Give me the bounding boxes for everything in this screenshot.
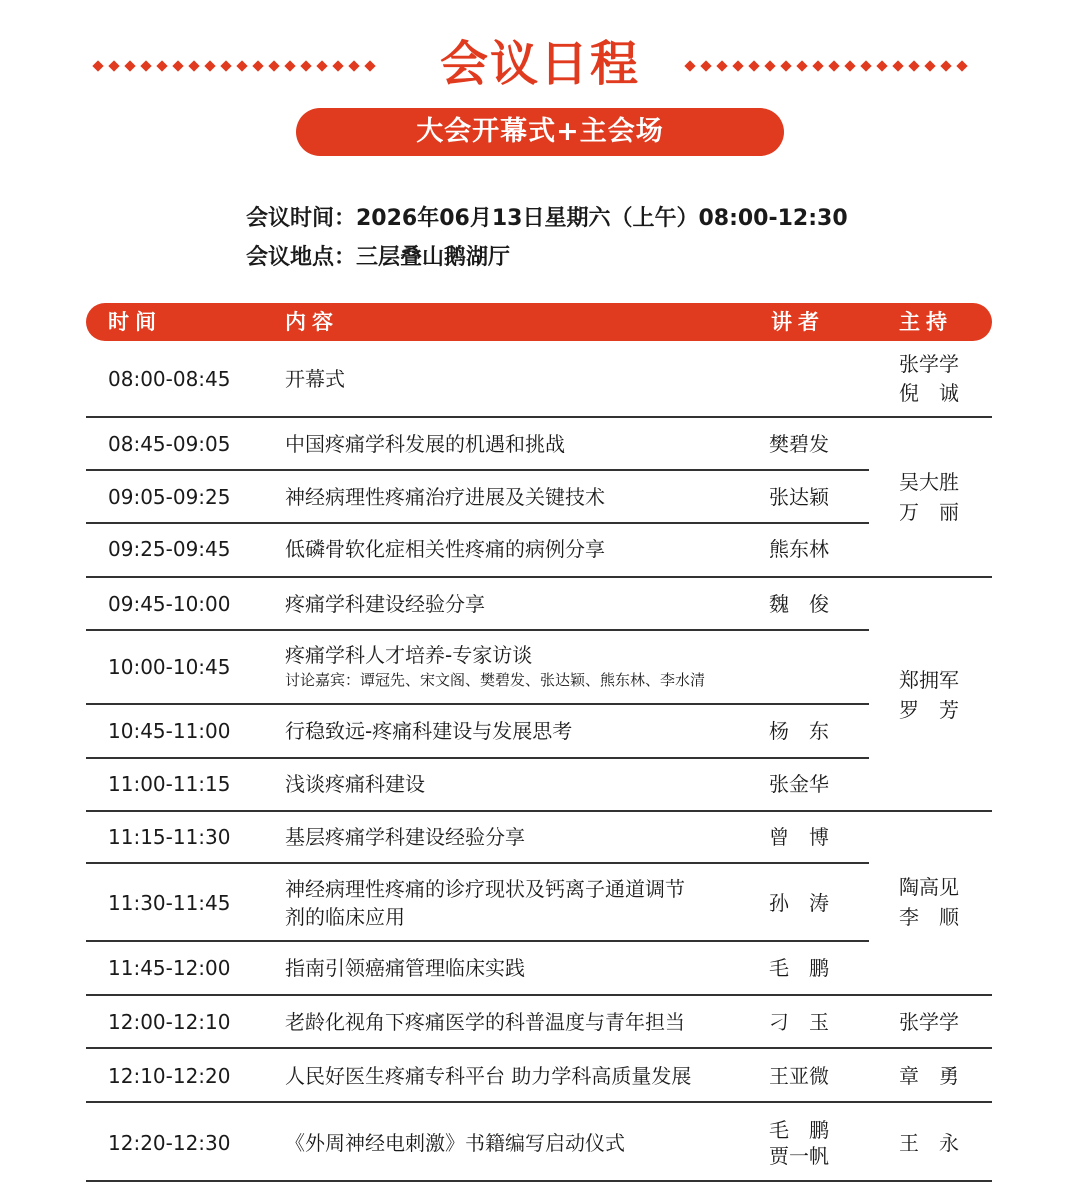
row-time: 10:00-10:45: [108, 655, 231, 679]
row-time: 11:30-11:45: [108, 891, 231, 915]
row-divider: [86, 1180, 992, 1182]
row-divider: [86, 1101, 992, 1103]
row-time: 12:10-12:20: [108, 1064, 231, 1088]
row-speaker: 魏 俊: [769, 592, 829, 616]
row-content: 神经病理性疼痛治疗进展及关键技术: [285, 485, 605, 509]
row-divider: [86, 469, 869, 471]
host-name: 章 勇: [899, 1064, 959, 1088]
host-name: 陶高见: [899, 875, 959, 899]
row-speaker: 熊东林: [769, 537, 829, 561]
row-divider: [86, 703, 869, 705]
meeting-place: 会议地点：三层叠山鹅湖厅: [246, 245, 511, 270]
row-content: 人民好医生疼痛专科平台 助力学科高质量发展: [285, 1064, 692, 1088]
row-content: 浅谈疼痛科建设: [285, 772, 425, 796]
host-name: 万 丽: [899, 500, 959, 524]
row-content: 低磷骨软化症相关性疼痛的病例分享: [285, 537, 605, 561]
row-time: 08:45-09:05: [108, 432, 231, 456]
host-name: 郑拥军: [899, 668, 959, 692]
row-speaker: 贾一帆: [769, 1144, 829, 1168]
row-speaker: 孙 涛: [769, 891, 829, 915]
row-divider: [86, 810, 992, 812]
host-name: 罗 芳: [899, 698, 959, 722]
row-time: 11:45-12:00: [108, 956, 231, 980]
host-name: 倪 诚: [899, 381, 959, 405]
row-time: 11:15-11:30: [108, 825, 231, 849]
row-speaker: 曾 博: [769, 825, 829, 849]
row-content-continued: 剂的临床应用: [285, 905, 405, 929]
page-title: 会议日程: [439, 36, 640, 92]
row-time: 09:25-09:45: [108, 537, 231, 561]
row-divider: [86, 994, 992, 996]
host-name: 张学学: [899, 352, 959, 376]
host-name: 吴大胜: [899, 470, 959, 494]
row-divider: [86, 576, 992, 578]
row-time: 12:20-12:30: [108, 1131, 231, 1155]
row-divider: [86, 1047, 992, 1049]
header-time: 时间: [108, 310, 162, 334]
row-speaker: 王亚微: [769, 1064, 829, 1088]
row-speaker: 张达颖: [769, 485, 829, 509]
row-content: 疼痛学科建设经验分享: [285, 592, 485, 616]
row-time: 12:00-12:10: [108, 1010, 231, 1034]
decorative-dots-right: [686, 60, 966, 72]
header-content: 内容: [285, 310, 339, 334]
meeting-time: 会议时间：2026年06月13日星期六（上午）08:00-12:30: [246, 206, 848, 231]
row-time: 09:05-09:25: [108, 485, 231, 509]
row-speaker: 樊碧发: [769, 432, 829, 456]
row-content: 老龄化视角下疼痛医学的科普温度与青年担当: [285, 1010, 685, 1034]
row-time: 11:00-11:15: [108, 772, 231, 796]
row-content: 行稳致远-疼痛科建设与发展思考: [285, 719, 573, 743]
table-header-bar: [86, 303, 992, 341]
row-speaker: 杨 东: [769, 719, 829, 743]
host-name: 张学学: [899, 1010, 959, 1034]
row-divider: [86, 629, 869, 631]
row-divider: [86, 522, 869, 524]
host-name: 李 顺: [899, 905, 959, 929]
row-speaker: 毛 鹏: [769, 956, 829, 980]
header-host: 主持: [899, 310, 953, 334]
row-speaker: 毛 鹏: [769, 1118, 829, 1142]
row-time: 10:45-11:00: [108, 719, 231, 743]
row-content: 《外周神经电刺激》书籍编写启动仪式: [285, 1131, 625, 1155]
session-title: 大会开幕式+主会场: [296, 108, 784, 156]
row-divider: [86, 757, 869, 759]
row-content: 开幕式: [285, 367, 345, 391]
row-content: 基层疼痛学科建设经验分享: [285, 825, 525, 849]
row-divider: [86, 862, 869, 864]
row-divider: [86, 940, 869, 942]
row-divider: [86, 416, 992, 418]
row-time: 08:00-08:45: [108, 367, 231, 391]
host-name: 王 永: [899, 1131, 959, 1155]
row-content: 指南引领癌痛管理临床实践: [285, 956, 525, 980]
row-speaker: 刁 玉: [769, 1010, 829, 1034]
row-content: 中国疼痛学科发展的机遇和挑战: [285, 432, 565, 456]
row-content: 神经病理性疼痛的诊疗现状及钙离子通道调节: [285, 877, 685, 901]
header-speaker: 讲者: [771, 310, 825, 334]
row-speaker: 张金华: [769, 772, 829, 796]
row-time: 09:45-10:00: [108, 592, 231, 616]
row-guests: 讨论嘉宾：谭冠先、宋文阁、樊碧发、张达颖、熊东林、李水清: [285, 671, 706, 689]
row-content: 疼痛学科人才培养-专家访谈: [285, 643, 533, 667]
